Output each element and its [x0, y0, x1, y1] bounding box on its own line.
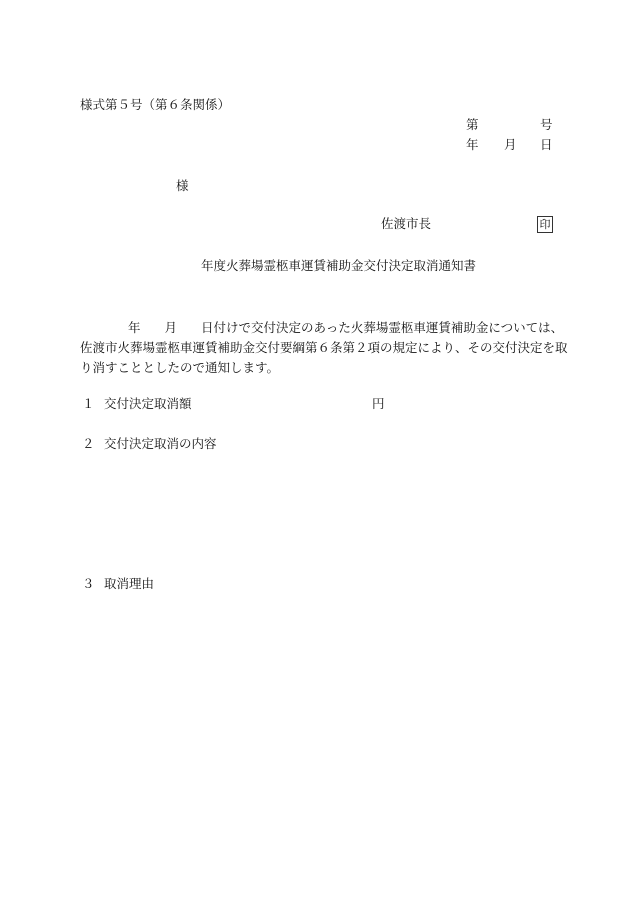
- item-1-number: １: [82, 396, 95, 411]
- body-line-1: [80, 318, 564, 338]
- issuer-title: 佐渡市長: [381, 216, 432, 231]
- body-line-3: り消すこととしたので通知します。: [80, 360, 280, 375]
- form-number: 様式第５号（第６条関係）: [80, 97, 231, 112]
- document-title: 年度火葬場霊柩車運賃補助金交付決定取消通知書: [201, 258, 477, 273]
- date-month-label: 月: [504, 137, 517, 152]
- item-2-number: ２: [82, 436, 95, 451]
- date-year-label: 年: [466, 137, 479, 152]
- item-3-number: ３: [82, 576, 95, 591]
- item-1-unit: 円: [372, 396, 385, 411]
- item-1-label: 交付決定取消額: [104, 396, 192, 411]
- item-3-label: 取消理由: [104, 576, 155, 591]
- item-2-label: 交付決定取消の内容: [104, 436, 217, 451]
- body-line-1-text: 日付けで交付決定のあった火葬場霊柩車運賃補助金については、: [201, 320, 564, 335]
- body-paragraph: [80, 318, 568, 378]
- document-number-prefix: 第: [466, 117, 479, 132]
- addressee-honorific: 様: [176, 178, 189, 193]
- body-year-label: 年: [128, 320, 141, 335]
- seal-mark: 印: [537, 216, 553, 233]
- date-day-label: 日: [540, 137, 553, 152]
- body-line-2: 佐渡市火葬場霊柩車運賃補助金交付要綱第６条第２項の規定により、その交付決定を取: [80, 340, 568, 355]
- document-number-suffix: 号: [540, 117, 553, 132]
- body-month-label: 月: [164, 320, 178, 335]
